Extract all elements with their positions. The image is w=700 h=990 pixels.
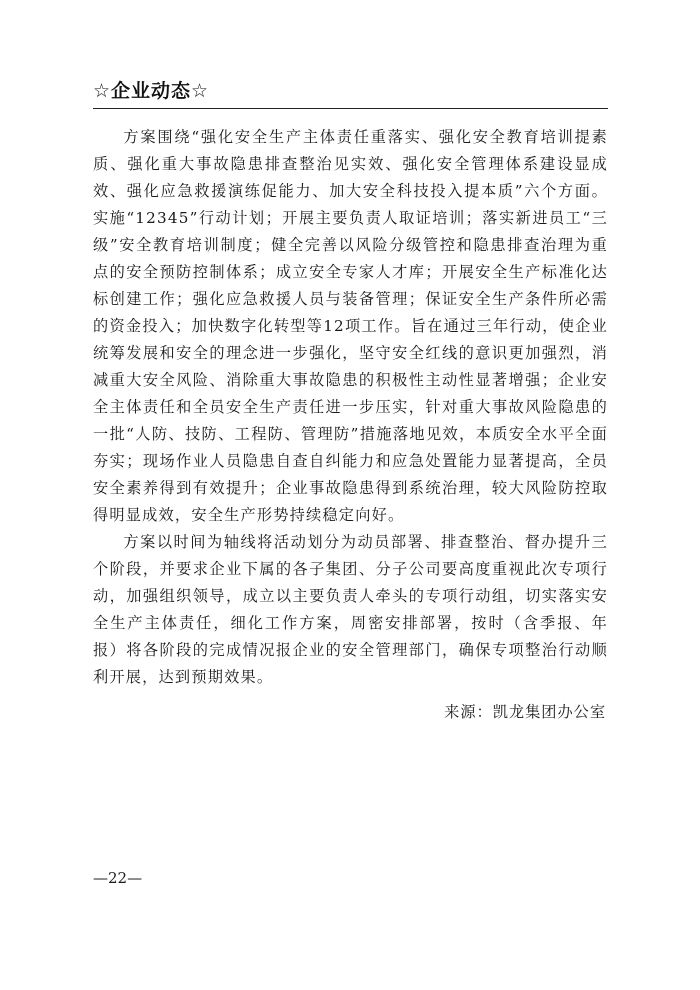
- paragraph-2: 方案以时间为轴线将活动划分为动员部署、排查整治、督办提升三个阶段，并要求企业下属的各子集团、分子公司要高度重视此次专项行动，加强组织领导，成立以主要负责人牵头的专项行动组，切实落实安全生产主体责任，细化工作方案，周密安排部署，按时（含季报、年报）将各阶段的完成情况报企业的安全管理部门，确保专项整治行动顺利开展，达到预期效果。: [93, 533, 608, 686]
- article-body: [93, 124, 608, 726]
- page-number: —22—: [93, 869, 143, 887]
- section-header: [93, 78, 608, 109]
- header-divider: [93, 108, 608, 109]
- source-attribution: 来源：凯龙集团办公室: [444, 703, 606, 721]
- section-title: ☆企业动态☆: [93, 80, 210, 102]
- paragraph-1: 方案围绕“强化安全生产主体责任重落实、强化安全教育培训提素质、强化重大事故隐患排查整治见实效、强化安全管理体系建设显成效、强化应急救援演练促能力、加大安全科技投入提本质”六个方面。实施“12345”行动计划；开展主要负责人取证培训；落实新进员工“三级”安全教育培训制度；健全完善以风险分级管控和隐患排查治理为重点的安全预防控制体系；成立安全专家人才库；开展安全生产标准化达标创建工作；强化应急救援人员与装备管理；保证安全生产条件所必需的资金投入；加快数字化转型等12项工作。旨在通过三年行动，使企业统筹发展和安全的理念进一步强化，坚守安全红线的意识更加强烈，消减重大安全风险、消除重大事故隐患的积极性主动性显著增强；企业安全主体责任和全员安全生产责任进一步压实，针对重大事故风险隐患的一批“人防、技防、工程防、管理防”措施落地见效，本质安全水平全面夯实；现场作业人员隐患自查自纠能力和应急处置能力显著提高，全员安全素养得到有效提升；企业事故隐患得到系统治理，较大风险防控取得明显成效，安全生产形势持续稳定向好。: [93, 128, 608, 524]
